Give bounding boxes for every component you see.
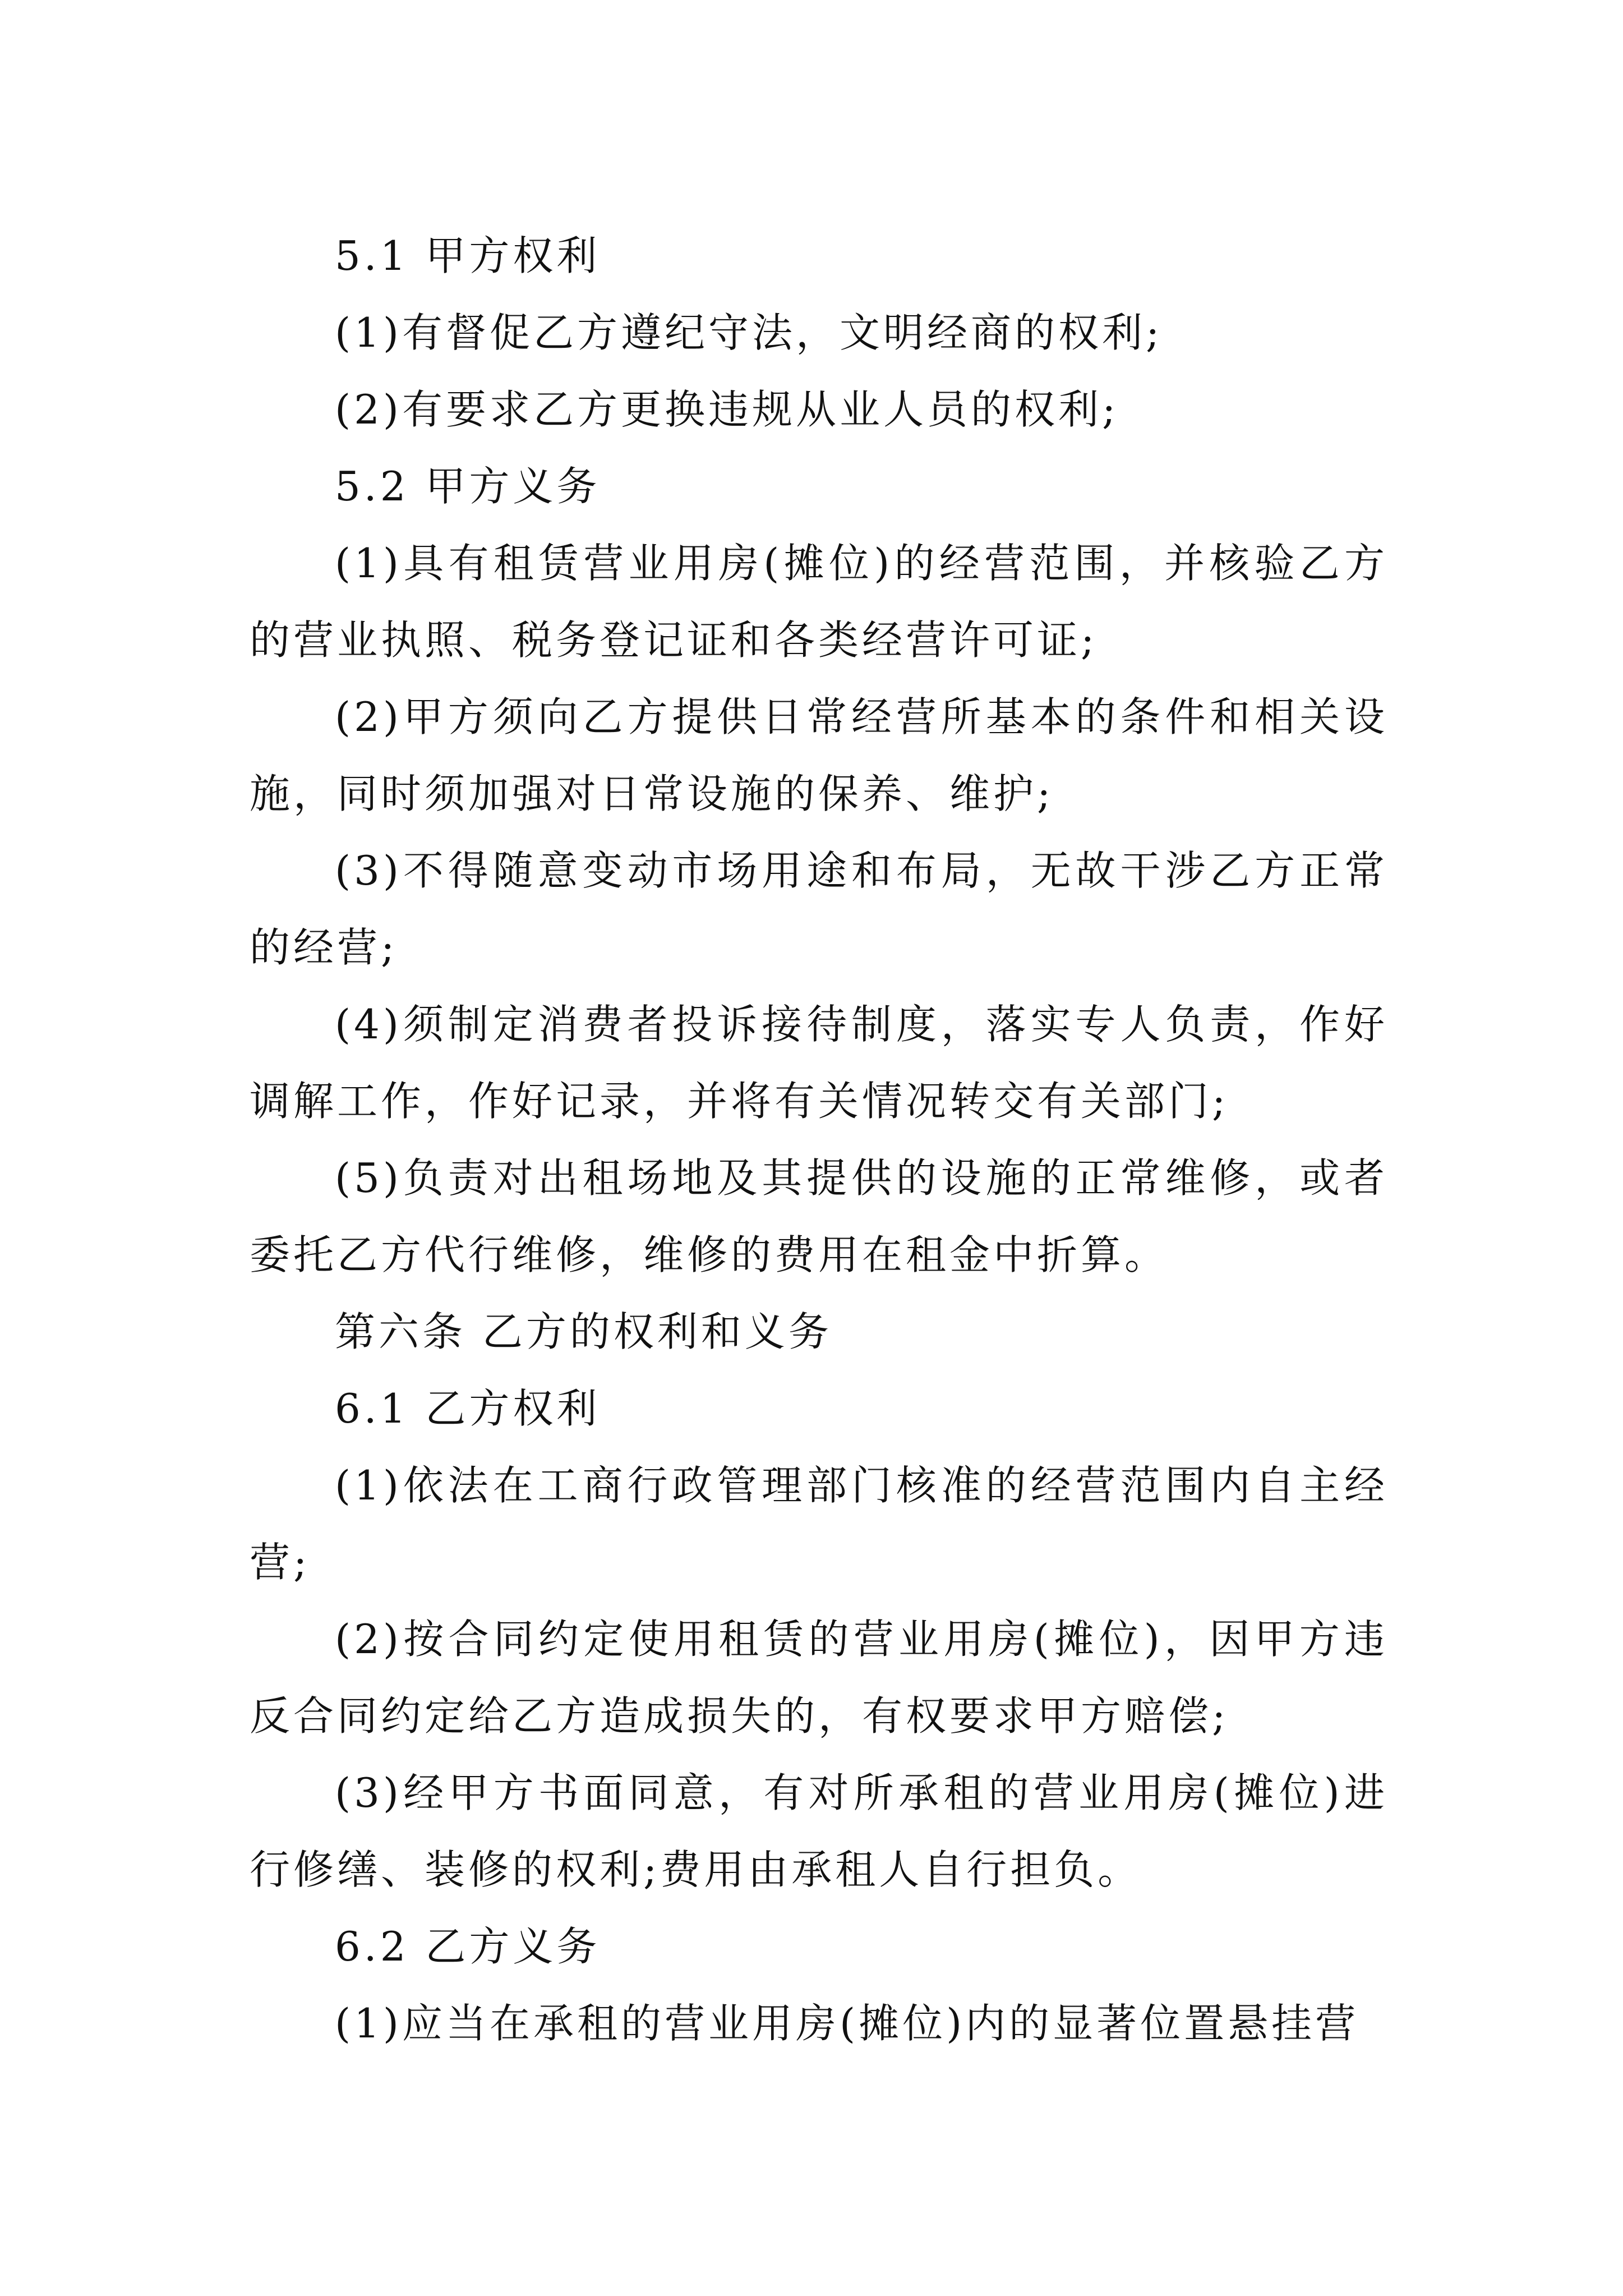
- paragraph: (2)有要求乙方更换违规从业人员的权利;: [335, 386, 1119, 433]
- article-heading: 第六条 乙方的权利和义务: [335, 1308, 832, 1355]
- paragraph: (1)具有租赁营业用房(摊位)的经营范围，并核验乙方的营业执照、税务登记证和各类经营许可证;: [250, 540, 1388, 664]
- section-heading: 5.2 甲方义务: [335, 463, 601, 510]
- paragraph: (5)负责对出租场地及其提供的设施的正常维修，或者委托乙方代行维修，维修的费用在租金中折算。: [250, 1154, 1388, 1278]
- paragraph: (1)有督促乙方遵纪守法，文明经商的权利;: [335, 309, 1163, 356]
- paragraph: (4)须制定消费者投诉接待制度，落实专人负责，作好调解工作，作好记录，并将有关情况转交有关部门;: [250, 1001, 1388, 1125]
- section-heading: 6.2 乙方义务: [335, 1923, 601, 1970]
- paragraph: (1)应当在承租的营业用房(摊位)内的显著位置悬挂营: [335, 2000, 1359, 2047]
- section-heading: 6.1 乙方权利: [335, 1385, 601, 1432]
- paragraph: (1)依法在工商行政管理部门核准的经营范围内自主经营;: [250, 1462, 1388, 1586]
- paragraph: (3)不得随意变动市场用途和布局，无故干涉乙方正常的经营;: [250, 847, 1388, 971]
- paragraph: (3)经甲方书面同意，有对所承租的营业用房(摊位)进行修缮、装修的权利;费用由承租人自行担负。: [250, 1769, 1388, 1893]
- section-heading: 5.1 甲方权利: [335, 232, 601, 279]
- paragraph: (2)按合同约定使用租赁的营业用房(摊位)，因甲方违反合同约定给乙方造成损失的，有权要求甲方赔偿;: [250, 1616, 1388, 1740]
- paragraph: (2)甲方须向乙方提供日常经营所基本的条件和相关设施，同时须加强对日常设施的保养、维护;: [250, 693, 1388, 817]
- document-body: [250, 218, 1388, 2062]
